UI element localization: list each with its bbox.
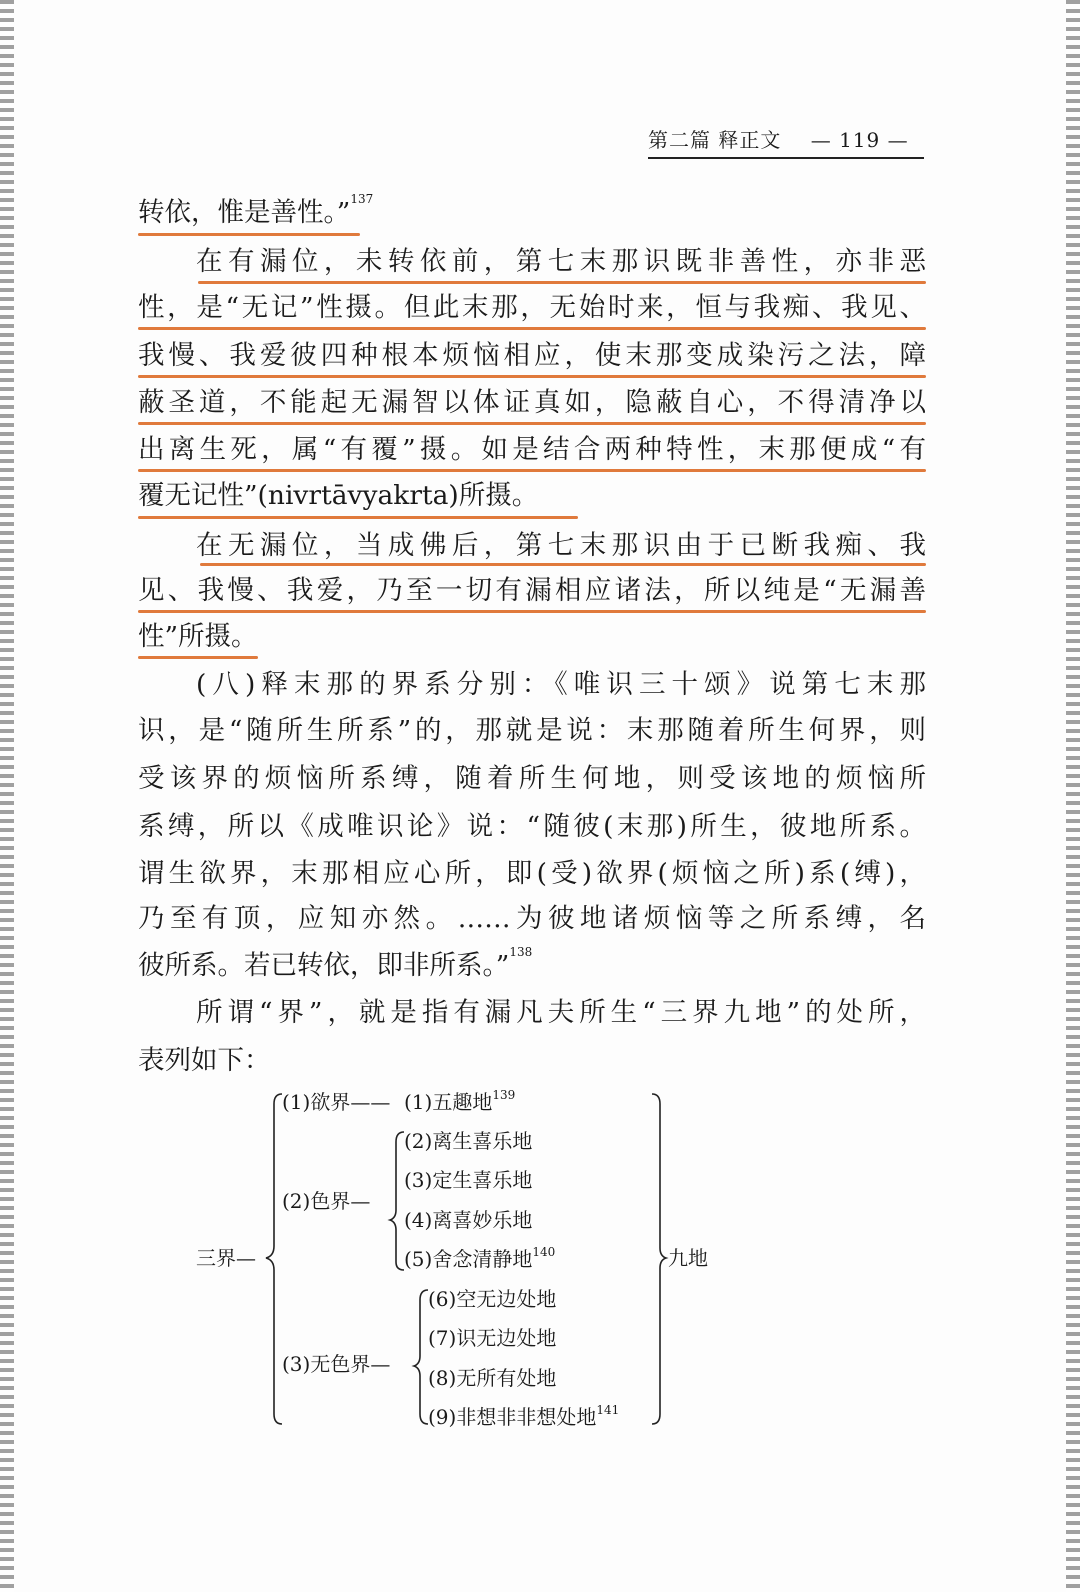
- realm-form: (2)色界—: [282, 1189, 371, 1213]
- ground-item: (6)空无边处地: [428, 1287, 557, 1311]
- ground-item: (7)识无边处地: [428, 1326, 557, 1350]
- text-line: 在无漏位，当成佛后，第七末那识由于已断我痴、我: [196, 530, 926, 561]
- total-brace: [652, 1094, 666, 1424]
- arupa-brace: [414, 1290, 428, 1424]
- footnote-ref: 137: [350, 192, 374, 206]
- ground-item: (3)定生喜乐地: [404, 1168, 533, 1192]
- text-line: 出离生死，属“有覆”摄。如是结合两种特性，末那便成“有: [138, 434, 926, 465]
- chapter-title: 第二篇 释正文: [648, 128, 782, 152]
- text-line: 系缚，所以《成唯识论》说：“随彼(末那)所生，彼地所系。: [138, 811, 926, 842]
- ground-item: (8)无所有处地: [428, 1366, 557, 1390]
- footnote-ref: 138: [509, 945, 533, 959]
- text-line: 性，是“无记”性摄。但此末那，无始时来，恒与我痴、我见、: [138, 292, 926, 323]
- root-label: 三界—: [196, 1246, 256, 1270]
- text-line: 彼所系。若已转依，即非所系。”$^{138}$: [138, 945, 533, 981]
- text-line: 所谓“界”，就是指有漏凡夫所生“三界九地”的处所，: [196, 997, 926, 1028]
- text-line: 乃至有顶，应知亦然。……为彼地诸烦恼等之所系缚，名: [138, 903, 926, 934]
- text-line: 性”所摄。: [138, 621, 258, 652]
- root-brace: [266, 1094, 282, 1424]
- text-line: 蔽圣道，不能起无漏智以体证真如，隐蔽自心，不得清净以: [138, 387, 926, 418]
- ground-item: (9)非想非非想处地$^{141}$: [428, 1403, 620, 1429]
- ground-item: (2)离生喜乐地: [404, 1129, 533, 1153]
- total-label: 九地: [668, 1246, 708, 1270]
- rupa-brace: [390, 1132, 404, 1270]
- page-number: — 119 —: [810, 128, 909, 152]
- text-line: 在有漏位，未转依前，第七末那识既非善性，亦非恶: [196, 246, 926, 277]
- ground-item: (4)离喜妙乐地: [404, 1208, 533, 1232]
- text-line: 受该界的烦恼所系缚，随着所生何地，则受该地的烦恼所: [138, 763, 926, 794]
- text-line: (八)释末那的界系分别：《唯识三十颂》说第七末那: [196, 669, 926, 700]
- ground-item: (1)五趣地$^{139}$: [404, 1088, 516, 1114]
- text-line: 见、我慢、我爱，乃至一切有漏相应诸法，所以纯是“无漏善: [138, 575, 926, 606]
- realm-formless: (3)无色界—: [282, 1352, 391, 1376]
- text-line: 谓生欲界，末那相应心所，即(受)欲界(烦恼之所)系(缚)，: [138, 858, 926, 889]
- text-line: 转依，惟是善性。”$^{137}$: [138, 192, 374, 228]
- realm-desire: (1)欲界——: [282, 1090, 391, 1114]
- ground-item: (5)舍念清静地$^{140}$: [404, 1245, 556, 1271]
- text-line: 识，是“随所生所系”的，那就是说：末那随着所生何界，则: [138, 715, 926, 746]
- text-line: 表列如下：: [138, 1045, 271, 1076]
- text-line: 覆无记性”(nivrtāvyakrta)所摄。: [138, 480, 539, 511]
- text-line: 我慢、我爱彼四种根本烦恼相应，使末那变成染污之法，障: [138, 340, 926, 371]
